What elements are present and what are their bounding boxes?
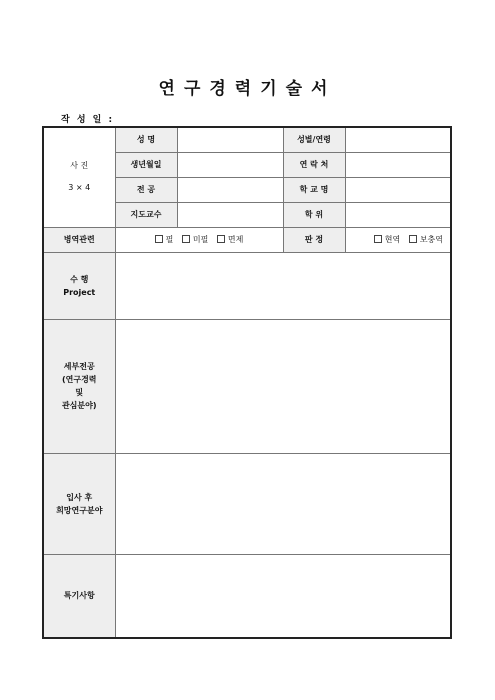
option-unfulfilled[interactable]: 미필	[182, 235, 208, 244]
major-field[interactable]	[177, 177, 283, 202]
degree-field[interactable]	[345, 202, 451, 227]
school-label: 학 교 명	[283, 177, 345, 202]
advisor-label: 지도교수	[115, 202, 177, 227]
checkbox-icon	[217, 235, 225, 243]
name-label: 성 명	[115, 127, 177, 152]
project-label: 수 행 Project	[43, 252, 115, 319]
date-label: 작 성 일 :	[61, 115, 115, 125]
notes-label: 특기사항	[43, 554, 115, 638]
checkbox-icon	[374, 235, 382, 243]
contact-label: 연 락 처	[283, 152, 345, 177]
photo-size: 3 × 4	[68, 183, 91, 193]
notes-field[interactable]	[115, 554, 451, 638]
photo-label: 사 진	[70, 161, 89, 171]
major-label: 전 공	[115, 177, 177, 202]
research-label: 세부전공 (연구경력 및 관심분야)	[43, 319, 115, 453]
option-supplementary[interactable]: 보충역	[409, 235, 443, 244]
gender-age-label: 성별/연령	[283, 127, 345, 152]
name-field[interactable]	[177, 127, 283, 152]
checkbox-icon	[182, 235, 190, 243]
after-join-label: 입사 후 희망연구분야	[43, 453, 115, 554]
checkbox-icon	[155, 235, 163, 243]
birthdate-label: 생년월일	[115, 152, 177, 177]
judgment-options	[345, 227, 451, 252]
school-field[interactable]	[345, 177, 451, 202]
birthdate-field[interactable]	[177, 152, 283, 177]
option-exempt[interactable]: 면제	[217, 235, 243, 244]
military-options	[115, 227, 283, 252]
photo-area	[43, 127, 115, 227]
judgment-label: 판 정	[283, 227, 345, 252]
military-label: 병역관련	[43, 227, 115, 252]
project-field[interactable]	[115, 252, 451, 319]
advisor-field[interactable]	[177, 202, 283, 227]
option-active-duty[interactable]: 현역	[374, 235, 400, 244]
contact-field[interactable]	[345, 152, 451, 177]
gender-age-field[interactable]	[345, 127, 451, 152]
degree-label: 학 위	[283, 202, 345, 227]
after-join-field[interactable]	[115, 453, 451, 554]
page-title: 연구경력기술서	[158, 79, 337, 99]
research-career-form	[42, 126, 452, 639]
research-field[interactable]	[115, 319, 451, 453]
checkbox-icon	[409, 235, 417, 243]
option-fulfilled[interactable]: 필	[155, 235, 174, 244]
